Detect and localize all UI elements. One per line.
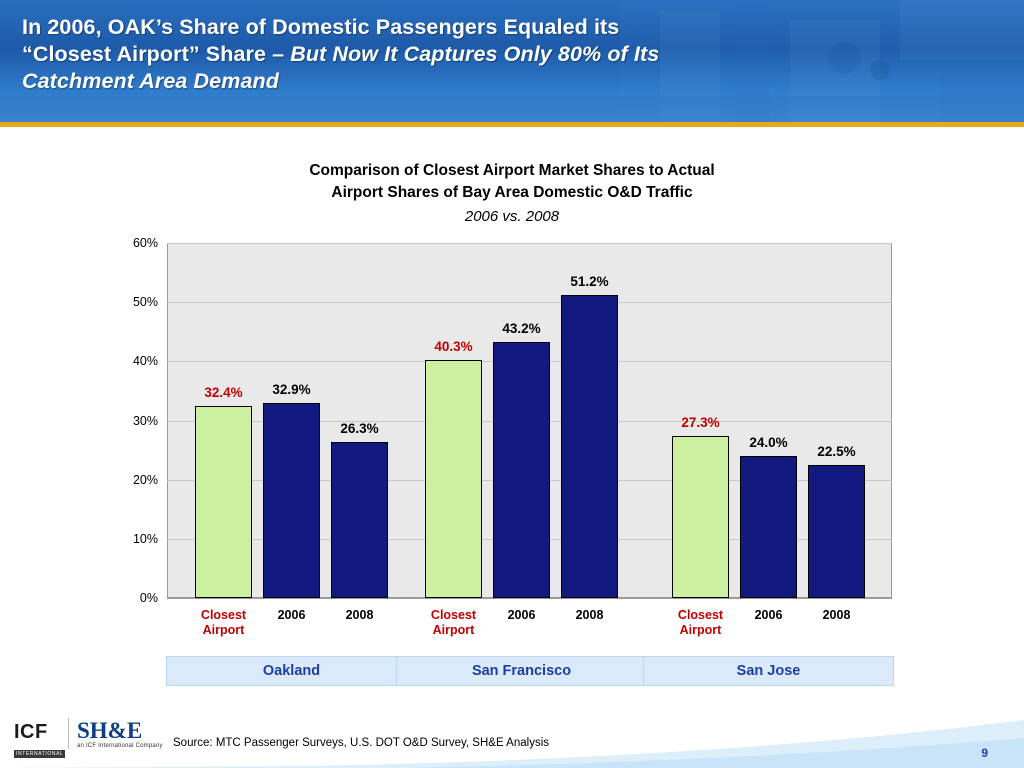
title-line-1: In 2006, OAK’s Share of Domestic Passengers Equaled its [22,15,620,39]
bar [561,295,618,598]
header-accent-rule [0,122,1024,127]
category-label-line: 2006 [277,608,306,622]
icf-logo [14,722,62,760]
bar [425,360,482,598]
bar-value-label: 22.5% [817,443,856,459]
group-label-san-jose: San Jose [643,656,894,686]
category-label-line: Airport [202,623,245,637]
bar [331,442,388,598]
bar [740,456,797,598]
bar-value-label: 43.2% [502,321,541,337]
bar [195,406,252,598]
bar-value-label: 40.3% [434,338,473,354]
group-label-oakland: Oakland [166,656,417,686]
category-label-line: 2008 [822,608,851,622]
category-label-line: Closest [200,608,247,622]
bar [808,465,865,598]
category-label-line: Closest [677,608,724,622]
chart-title [0,160,1024,204]
category-label [346,608,374,623]
she-logo [68,718,173,749]
bar [672,436,729,598]
y-axis-tick-label: 30% [132,413,158,428]
bar [493,342,550,598]
category-label-line: Airport [679,623,722,637]
bar-value-label: 24.0% [749,435,788,450]
bar-value-label: 32.9% [272,382,311,398]
group-label-san-francisco: San Francisco [396,656,647,686]
chart-title-line-2: Airport Shares of Bay Area Domestic O&D Traffic [331,184,693,201]
category-label-line: Airport [432,623,475,637]
chart-plot-area [132,236,892,605]
category-label [201,608,246,638]
category-label-line: 2006 [507,608,536,622]
y-axis-tick-label: 60% [132,236,158,250]
bar-value-label: 32.4% [204,385,243,401]
bar [263,403,320,598]
category-label-line: 2008 [345,608,374,622]
slide-header [0,0,1024,122]
she-logo-mark: SH&E [77,718,143,743]
category-label [508,608,536,623]
title-line-3-italic: Catchment Area Demand [22,69,279,93]
page-title [22,14,922,95]
bar-value-label: 26.3% [340,421,379,437]
y-axis-tick-label: 50% [132,295,158,310]
gridline [167,598,892,599]
y-axis-tick-label: 20% [132,472,158,487]
category-label-line: Closest [430,608,477,622]
bar-value-label: 51.2% [570,274,609,290]
y-axis-tick-label: 0% [139,591,158,605]
icf-logo-subtext: INTERNATIONAL [16,751,64,757]
y-axis-tick-label: 10% [132,531,158,546]
category-label [278,608,306,623]
category-label [755,608,783,623]
source-note: Source: MTC Passenger Surveys, U.S. DOT O&D Survey, SH&E Analysis [173,737,550,749]
title-line-2-plain: “Closest Airport” Share – [22,42,291,66]
category-label [823,608,851,623]
category-label-line: 2008 [575,608,604,622]
page-number: 9 [981,746,988,760]
category-label [678,608,723,638]
category-label [431,608,476,638]
title-line-2-italic: But Now It Captures Only 80% of Its [290,42,660,66]
bar-value-label: 27.3% [681,415,720,431]
y-axis-tick-label: 40% [132,354,158,369]
chart-subtitle: 2006 vs. 2008 [464,208,560,225]
chart-title-line-1: Comparison of Closest Airport Market Shares to Actual [309,162,715,179]
gridline [167,302,892,303]
category-label-line: 2006 [754,608,783,622]
icf-logo-mark: ICF [14,721,48,743]
gridline [167,243,892,244]
category-label [576,608,604,623]
she-logo-subtext: an ICF International Company [77,743,163,749]
